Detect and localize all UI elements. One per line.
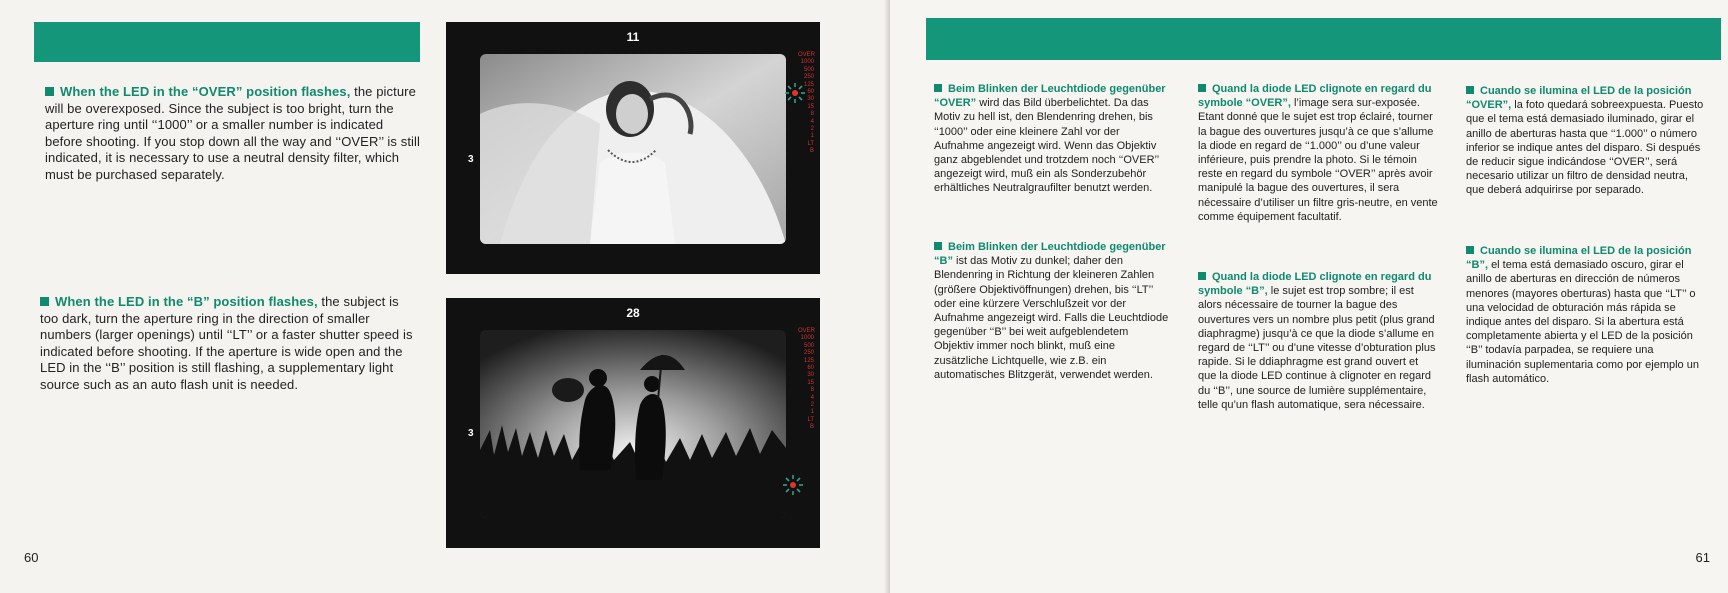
header-band — [926, 18, 1721, 60]
bullet-icon — [1466, 246, 1474, 254]
section-heading: Cuando se ilumina el LED de la posición “B”, — [1466, 245, 1692, 272]
silhouette-photo — [480, 330, 786, 518]
bullet-icon — [40, 297, 49, 306]
viewfinder-side-number: 3 — [468, 154, 474, 165]
section-heading: When the LED in the “OVER” position flashes, — [60, 84, 351, 99]
section-body: le sujet est trop sombre; il est alors nécessaire de tourner la bague des ouvertures vers un nombre plus petit (plus grand diaphragme) jusqu’à ce que la diode s’allume en regard de ‘‘LT’’ ou d’une vitesse d’obturation plus rapide. Si le ddiaphragme est grand ouvert et que la diode LED continue à clignoter en regard du ‘‘B’’, une source de lumière supplémentaire, telle qu’un flash automatique, sera nécessaire. — [1198, 285, 1436, 411]
bullet-icon — [934, 242, 942, 250]
section-body: la foto quedará sobreexpuesta. Puesto que el tema está demasiado iluminado, girar el anillo de aberturas hasta que ‘‘1.000’’ o número inferior se indique antes del disparo. Si después de reducir sigue indicándose ‘‘OVER’’, será necesario utilizar un filtro de densidad neutra, que deberá adquirirse por separado. — [1466, 99, 1704, 197]
de-section-over — [934, 82, 1170, 196]
section-body: the picture will be overexposed. Since the subject is too bright, turn the aperture ring until ‘‘1000’’ or a smaller number is indicated before shooting. If you stop down all the way and ‘‘OVER’’ is still indicated, it is necessary to use a neutral density filter, which must be purchased separately. — [45, 84, 420, 182]
section-heading: Cuando se ilumina el LED de la posición “OVER”, — [1466, 85, 1692, 112]
section-body: ist das Motiv zu dunkel; daher den Blendenring in Richtung der kleineren Zahlen (größere Objektivöffnungen) drehen, bis ‘‘LT’’ oder eine kürzere Verschlußzeit vor der Aufnahme angezeigt wird. Falls die Leuchtdiode gegenüber ‘‘B’’ bei weit aufgeblendetem Objektiv immer noch blinkt, muß eine zusätzliche Lichtquelle, wie z.B. ein automatisches Blitzgerät, verwendet werden. — [934, 255, 1169, 381]
fr-section-over — [1198, 82, 1438, 224]
bullet-icon — [1198, 272, 1206, 280]
viewfinder-aperture-number: 28 — [626, 306, 640, 320]
viewfinder-aperture-number: 11 — [626, 30, 640, 44]
exposure-scale: OVER 1000 500 250 125 60 30 15 8 4 2 1 LT B — [798, 328, 816, 431]
header-band — [34, 22, 420, 62]
bullet-icon — [934, 84, 942, 92]
viewfinder-b — [446, 298, 820, 548]
section-heading: When the LED in the “B” position flashes, — [55, 294, 318, 309]
es-section-b — [1466, 244, 1704, 386]
section-body: l’image sera sur-exposée. Etant donné que le sujet est trop éclairé, tourner la bague des ouvertures jusqu’à ce que s’allume la diode en regard de ‘‘1.000’’ ou d’une valeur inférieure, puis prendre la photo. Si le témoin reste en regard du symbole ‘‘OVER’’ après avoir manipulé la bague des ouvertures, il sera nécessaire d’utiliser un filtre gris-neutre, en vente comme équipement facultatif. — [1198, 97, 1438, 223]
bullet-icon — [1466, 86, 1474, 94]
section-heading: Beim Blinken der Leuchtdiode gegenüber “OVER” — [934, 83, 1166, 110]
en-section-b — [40, 294, 415, 393]
exposure-scale: OVER 1000 500 250 125 60 30 15 8 4 2 1 LT B — [798, 52, 816, 155]
page-number-left: 60 — [24, 550, 39, 565]
fr-section-b — [1198, 270, 1438, 412]
section-body: el tema está demasiado oscuro, girar el anillo de aberturas en dirección de números menores (mayores oberturas) hasta que ‘‘LT’’ o una velocidad de obturación más rápida se indique antes del disparo. Si la abertura está completamente abierta y el LED de la posición ‘‘B’’ todavía parpadea, se requiere una iluminación suplementaria como por ejemplo un flash automático. — [1466, 259, 1699, 385]
de-section-b — [934, 240, 1170, 382]
viewfinder-over — [446, 22, 820, 274]
page-number-right: 61 — [1695, 550, 1710, 565]
bullet-icon — [45, 87, 54, 96]
section-body: the subject is too dark, turn the aperture ring in the direction of smaller numbers (larger openings) until ‘‘LT’’ or a faster shutter speed is indicated before shooting. If the aperture is wide open and the LED in the ‘‘B’’ position is still flashing, a supplementary light source such as an auto flash unit is needed. — [40, 294, 413, 392]
section-heading: Quand la diode LED clignote en regard du symbole “B”, — [1198, 271, 1432, 298]
viewfinder-side-number: 3 — [468, 428, 474, 439]
viewfinder-photo-silhouette — [480, 330, 786, 518]
es-section-over — [1466, 84, 1704, 198]
right-page — [890, 0, 1728, 593]
section-heading: Quand la diode LED clignote en regard du symbole “OVER”, — [1198, 83, 1432, 110]
led-flash-b-icon — [782, 474, 804, 496]
section-heading: Beim Blinken der Leuchtdiode gegenüber “B” — [934, 241, 1166, 268]
bullet-icon — [1198, 84, 1206, 92]
led-flash-over-icon — [784, 82, 806, 104]
section-body: wird das Bild überbelichtet. Da das Motiv zu hell ist, den Blendenring drehen, bis ‘‘1000’’ oder eine kleinere Zahl vor der Aufnahme angezeigt wird. Wenn das Objektiv ganz abgeblendet und trotzdem noch ‘‘OVER’’ angezeigt wird, muß ein als Sonderzubehör erhältliches Neutralgraufilter benutzt werden. — [934, 97, 1159, 195]
viewfinder-photo-woman — [480, 54, 786, 244]
woman-photo — [480, 54, 786, 244]
en-section-over — [45, 84, 420, 183]
